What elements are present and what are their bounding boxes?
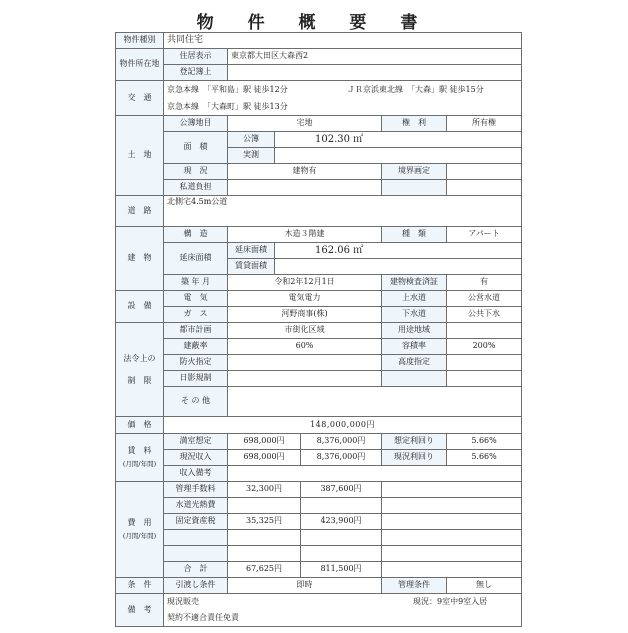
expense-total-note (382, 562, 522, 578)
city-plan-value: 市街化区域 (228, 323, 382, 339)
private-road-extra (382, 180, 447, 196)
floor-area-label: 延床面積 (164, 243, 228, 275)
expense-row-label (164, 530, 228, 546)
total-floor-label: 延床面積 (228, 243, 275, 259)
inspection-label: 建物検査済証 (382, 275, 447, 291)
electric-value: 電気電力 (228, 291, 382, 307)
expense-row-note (382, 498, 522, 514)
full-occupancy-month: 698,000円 (228, 434, 301, 450)
expense-row-year (301, 546, 382, 562)
transport-value (164, 81, 522, 116)
full-occupancy-label: 満室想定 (164, 434, 228, 450)
inspection-value: 有 (447, 275, 522, 291)
shadow-value (228, 371, 382, 387)
current-income-month: 698,000円 (228, 450, 301, 466)
current-yield-label: 現況利回り (382, 450, 447, 466)
expense-total-label: 合 計 (164, 562, 228, 578)
land-category-value: 宅地 (228, 116, 382, 132)
sewer-value: 公共下水 (447, 307, 522, 323)
remarks-line2: 契約不適合責任免責 (167, 613, 239, 622)
private-road-label: 私道負担 (164, 180, 228, 196)
rentable-value (275, 259, 522, 275)
expense-row-month (228, 498, 301, 514)
full-occupancy-year: 8,376,000円 (301, 434, 382, 450)
built-label: 築 年 月 (164, 275, 228, 291)
income-note-label: 収入備考 (164, 466, 228, 482)
boundary-value (447, 164, 522, 180)
expense-row-year (301, 498, 382, 514)
expense-row-note (382, 482, 522, 498)
expense-row-year: 387,600円 (301, 482, 382, 498)
height-value (447, 355, 522, 371)
facilities-label: 設 備 (116, 291, 164, 323)
structure-value: 木造３階建 (228, 227, 382, 243)
expected-yield-label: 想定利回り (382, 434, 447, 450)
registry-area-label: 公簿 (228, 132, 275, 148)
residence-value: 東京都大田区大森西2 (228, 49, 522, 65)
city-plan-label: 都市計画 (164, 323, 228, 339)
coverage-value: 60% (228, 339, 382, 355)
expenses-label: 費 用 (月間/年間) (116, 482, 164, 578)
expense-row-year: 423,900円 (301, 514, 382, 530)
expense-row-month: 32,300円 (228, 482, 301, 498)
property-overview-sheet (115, 32, 521, 627)
fire-label: 防火指定 (164, 355, 228, 371)
sewer-label: 下水道 (382, 307, 447, 323)
electric-label: 電 気 (164, 291, 228, 307)
management-value: 無し (447, 578, 522, 594)
shadow-extra-value (447, 371, 522, 387)
private-road-extra-value (447, 180, 522, 196)
remarks-label: 備 考 (116, 594, 164, 627)
height-label: 高度指定 (382, 355, 447, 371)
transport-label: 交 通 (116, 81, 164, 116)
current-yield-value: 5.66% (447, 450, 522, 466)
price-label: 価 格 (116, 417, 164, 434)
expense-total-month: 67,625円 (228, 562, 301, 578)
gas-label: ガ ス (164, 307, 228, 323)
conditions-label: 条 件 (116, 578, 164, 594)
property-type-label: 物件種別 (116, 33, 164, 49)
actual-area-label: 実測 (228, 148, 275, 164)
expense-row-label (164, 546, 228, 562)
building-label: 建 物 (116, 227, 164, 291)
transport-line1-right: ＪＲ京浜東北線 「大森」駅 徒歩15分 (347, 85, 484, 94)
expense-row-month: 35,325円 (228, 514, 301, 530)
management-label: 管理条件 (382, 578, 447, 594)
status-value: 建物有 (228, 164, 382, 180)
expense-row-label: 管理手数料 (164, 482, 228, 498)
scan-mark (32, 232, 44, 274)
income-note-value (228, 466, 522, 482)
other-value (228, 387, 522, 417)
property-type-value: 共同住宅 (164, 33, 522, 49)
zoning-label: 用途地域 (382, 323, 447, 339)
expense-row-note (382, 514, 522, 530)
rentable-label: 賃貸面積 (228, 259, 275, 275)
expense-total-year: 811,500円 (301, 562, 382, 578)
other-label: そ の 他 (164, 387, 228, 417)
expense-row-month (228, 530, 301, 546)
remarks-value (164, 594, 522, 627)
current-income-year: 8,376,000円 (301, 450, 382, 466)
handover-value: 即時 (228, 578, 382, 594)
actual-area-value (275, 148, 522, 164)
rights-value: 所有権 (447, 116, 522, 132)
area-label: 面 積 (164, 132, 228, 164)
status-label: 現 況 (164, 164, 228, 180)
water-value: 公営水道 (447, 291, 522, 307)
location-label: 物件所在地 (116, 49, 164, 81)
expense-row-label: 水道光熱費 (164, 498, 228, 514)
residence-label: 住居表示 (164, 49, 228, 65)
shadow-extra (382, 371, 447, 387)
expense-row-note (382, 530, 522, 546)
remarks-line1: 現況販売 (167, 597, 199, 606)
boundary-label: 境界画定 (382, 164, 447, 180)
expense-row-year (301, 530, 382, 546)
far-label: 容積率 (382, 339, 447, 355)
document-title: 物 件 概 要 書 (196, 13, 432, 33)
type-label: 種 類 (382, 227, 447, 243)
zoning-value (447, 323, 522, 339)
transport-line1-left: 京急本線 「平和島」駅 徒歩12分 (167, 85, 288, 94)
structure-label: 構 造 (164, 227, 228, 243)
road-label: 道 路 (116, 196, 164, 227)
type-value: アパート (447, 227, 522, 243)
price-value: 148,000,000円 (164, 417, 522, 434)
remarks-line1-right: 現況：9室中9室入居 (413, 597, 488, 606)
legal-label: 法令上の 制 限 (116, 323, 164, 417)
expense-row-month (228, 546, 301, 562)
road-value: 北側宅4.5m公道 (164, 196, 522, 227)
total-floor-value: 162.06 ㎡ (275, 243, 522, 259)
shadow-label: 日影規制 (164, 371, 228, 387)
property-table (115, 32, 522, 627)
registry-label: 登記簿上 (164, 65, 228, 81)
expense-row-label: 固定資産税 (164, 514, 228, 530)
water-label: 上水道 (382, 291, 447, 307)
coverage-label: 建蔽率 (164, 339, 228, 355)
fire-value (228, 355, 382, 371)
registry-value (228, 65, 522, 81)
gas-value: 河野商事(株) (228, 307, 382, 323)
built-value: 令和2年12月1日 (228, 275, 382, 291)
registry-area-value: 102.30 ㎡ (275, 132, 522, 148)
private-road-value (228, 180, 382, 196)
expense-row-note (382, 546, 522, 562)
land-category-label: 公簿地目 (164, 116, 228, 132)
land-label: 土 地 (116, 116, 164, 196)
rent-label: 賃 料 (月間/年間) (116, 434, 164, 482)
rights-label: 権 利 (382, 116, 447, 132)
far-value: 200% (447, 339, 522, 355)
expected-yield-value: 5.66% (447, 434, 522, 450)
handover-label: 引渡し条件 (164, 578, 228, 594)
current-income-label: 現況収入 (164, 450, 228, 466)
transport-line2: 京急本線 「大森町」駅 徒歩13分 (167, 102, 288, 111)
